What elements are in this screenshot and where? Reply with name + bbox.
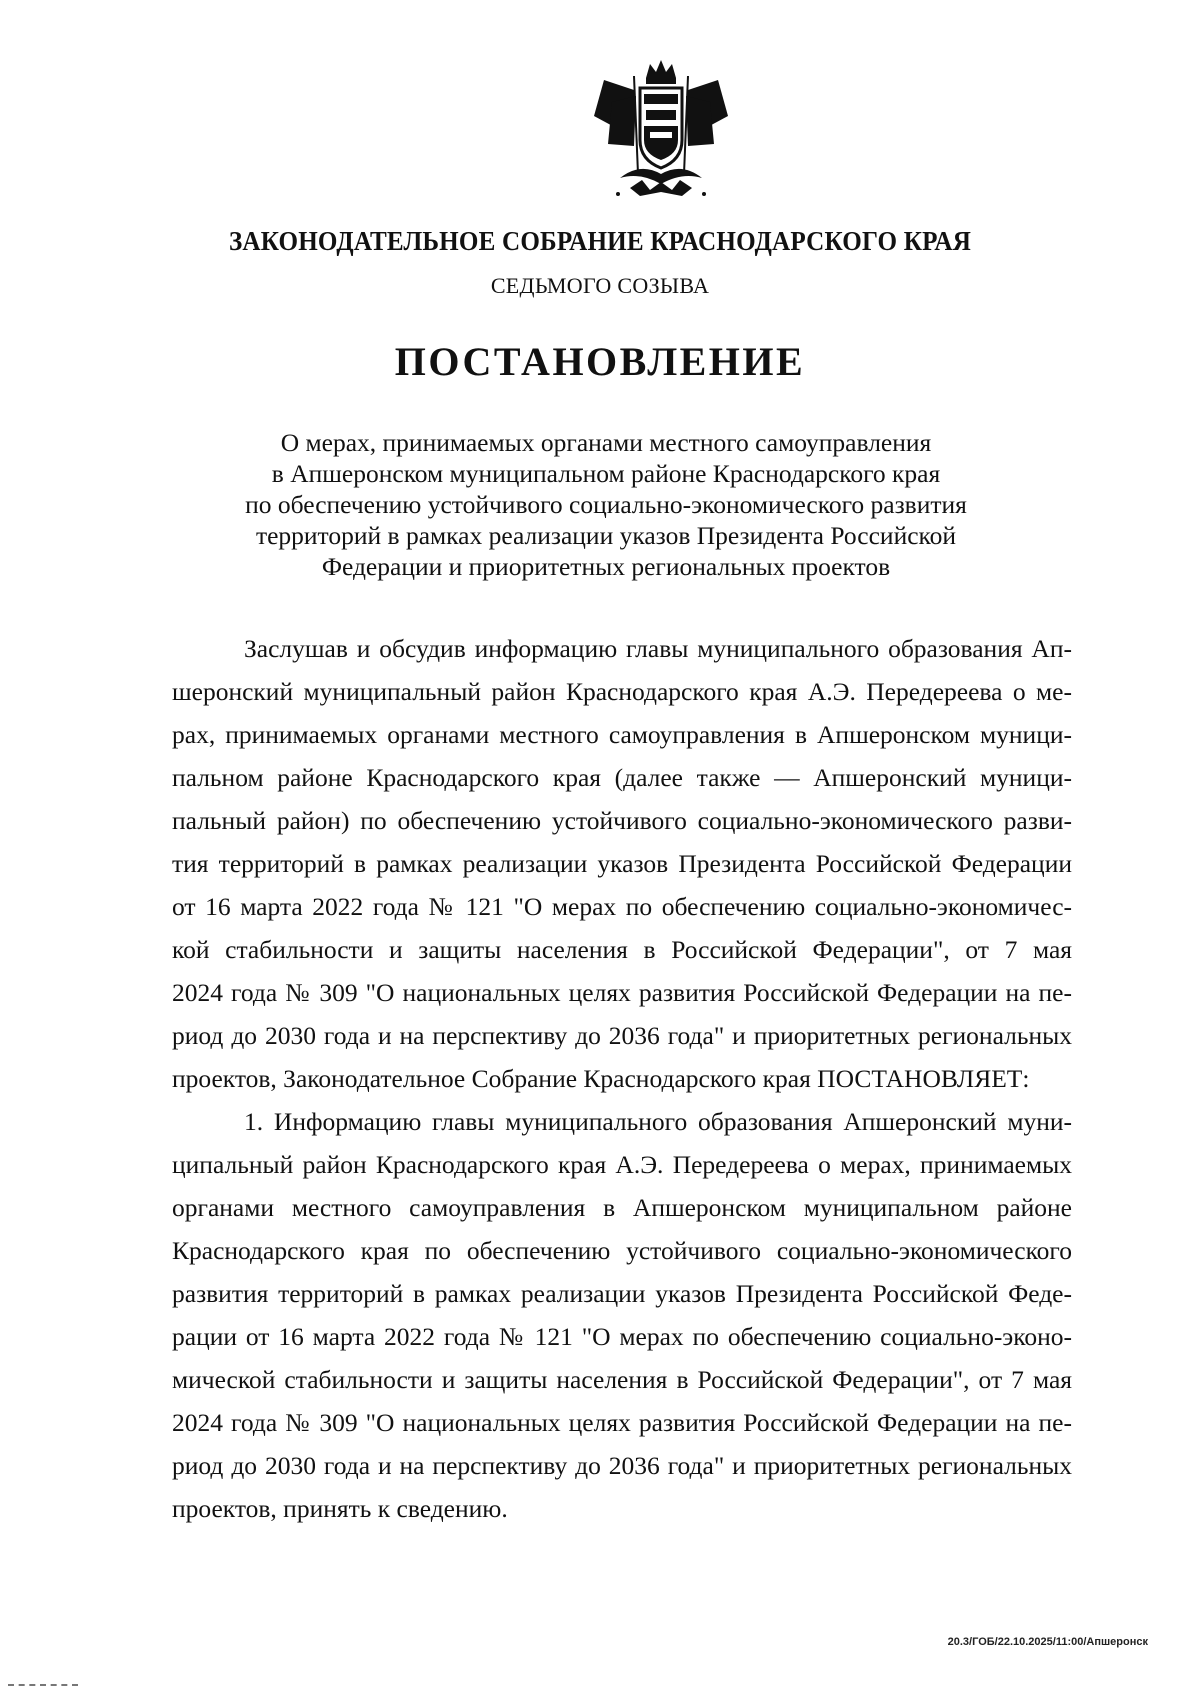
organization-name: ЗАКОНОДАТЕЛЬНОЕ СОБРАНИЕ КРАСНОДАРСКОГО КРАЯ [228, 226, 972, 256]
body-line: риод до 2030 года и на перспективу до 2036 года" и приоритетных региональных [172, 1451, 1072, 1480]
body-line: проектов, принять к сведению. [172, 1494, 508, 1523]
resolution-body [172, 627, 1072, 1530]
body-line: 2024 года № 309 "О национальных целях развития Российской Федерации на пе- [172, 978, 1072, 1007]
body-line: органами местного самоуправления в Апшеронском муниципальном районе [172, 1193, 1072, 1222]
body-line: рах, принимаемых органами местного самоуправления в Апшеронском муници- [172, 720, 1072, 749]
body-line: от 16 марта 2022 года № 121 "О мерах по обеспечению социально-экономичес- [172, 892, 1072, 921]
body-line: 1. Информацию главы муниципального образования Апшеронский муни- [244, 1107, 1072, 1136]
body-line: шеронский муниципальный район Краснодарского края А.Э. Передереева о ме- [172, 677, 1072, 706]
body-line: 2024 года № 309 "О национальных целях развития Российской Федерации на пе- [172, 1408, 1072, 1437]
title-line: Федерации и приоритетных региональных проектов [321, 552, 891, 581]
document-registration-code: 20.3/ГОБ/22.10.2025/11:00/Апшеронск [947, 1636, 1148, 1648]
body-line: мической стабильности и защиты населения в Российской Федерации", от 7 мая [172, 1365, 1072, 1394]
body-line: ципальный район Краснодарского края А.Э. Передереева о мерах, принимаемых [172, 1150, 1072, 1179]
body-line: рации от 16 марта 2022 года № 121 "О мерах по обеспечению социально-эконо- [172, 1322, 1072, 1351]
title-line: О мерах, принимаемых органами местного самоуправления [280, 428, 932, 457]
coat-of-arms-icon [590, 56, 732, 206]
body-line: Краснодарского края по обеспечению устойчивого социально-экономического [172, 1236, 1072, 1265]
body-line: пальный район) по обеспечению устойчивого социально-экономического разви- [172, 806, 1072, 835]
body-line: риод до 2030 года и на перспективу до 2036 года" и приоритетных региональных [172, 1021, 1072, 1050]
resolution-title [180, 427, 1032, 582]
document-type-heading: ПОСТАНОВЛЕНИЕ [394, 339, 806, 384]
body-line: кой стабильности и защиты населения в Российской Федерации", от 7 мая [172, 935, 1072, 964]
convocation-label: СЕДЬМОГО СОЗЫВА [490, 273, 710, 298]
scan-edge-mark [8, 1684, 78, 1689]
body-line: проектов, Законодательное Собрание Краснодарского края ПОСТАНОВЛЯЕТ: [172, 1064, 1030, 1093]
body-line: тия территорий в рамках реализации указов Президента Российской Федерации [172, 849, 1072, 878]
body-line: пальном районе Краснодарского края (далее также — Апшеронский муници- [172, 763, 1072, 792]
body-line: развития территорий в рамках реализации указов Президента Российской Феде- [172, 1279, 1072, 1308]
title-line: территорий в рамках реализации указов Президента Российской [255, 521, 957, 550]
title-line: в Апшеронском муниципальном районе Краснодарского края [271, 459, 941, 488]
body-line: Заслушав и обсудив информацию главы муниципального образования Ап- [244, 634, 1072, 663]
title-line: по обеспечению устойчивого социально-экономического развития [245, 490, 967, 519]
